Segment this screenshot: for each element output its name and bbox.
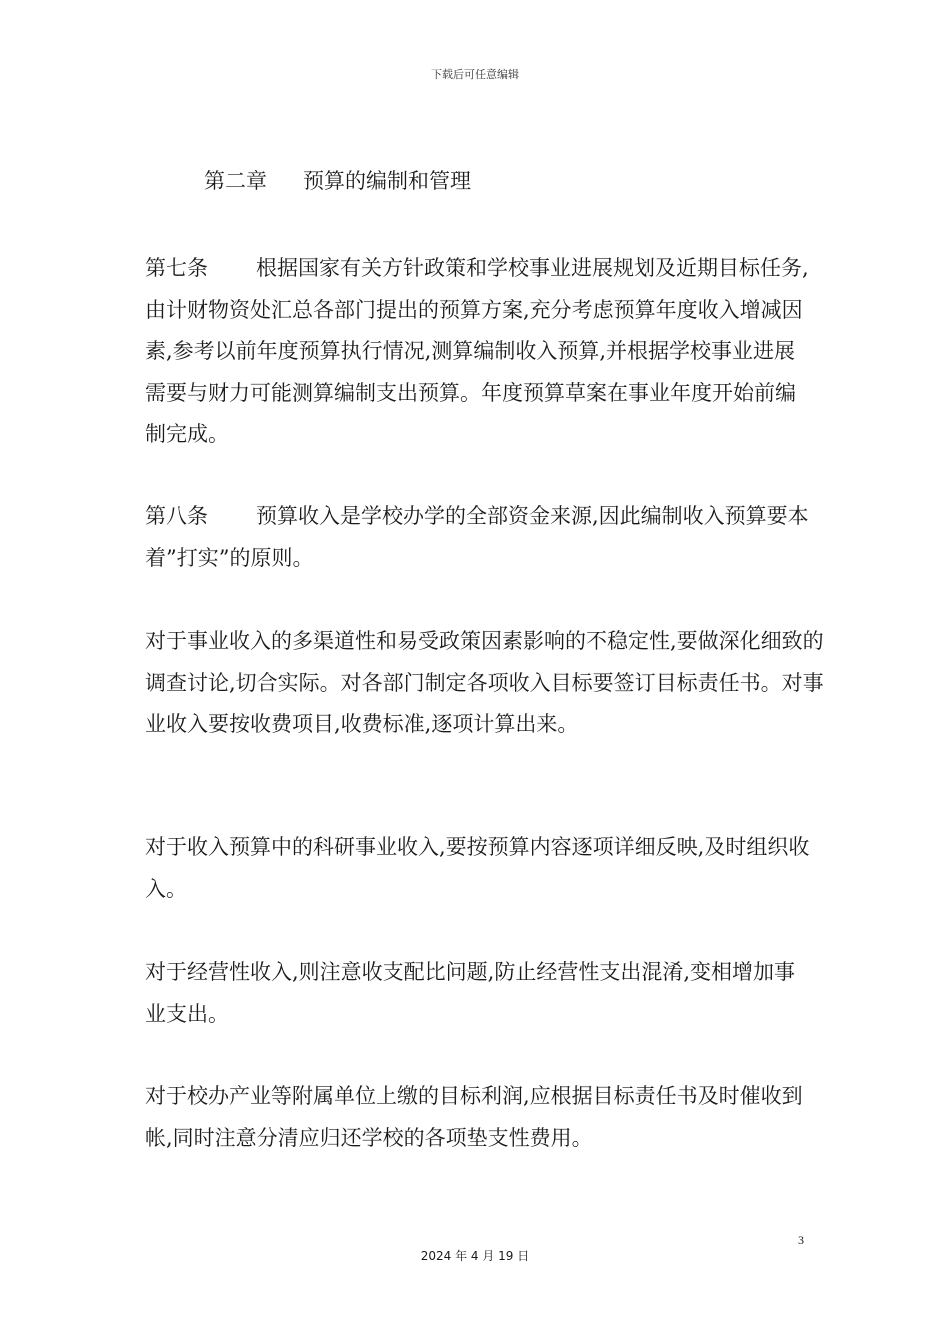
- chapter-title: 预算的编制和管理: [303, 169, 471, 193]
- paragraph-income: 对于事业收入的多渠道性和易受政策因素影响的不稳定性,要做深化细致的调查讨论,切合实际。对各部门制定各项收入目标要签订目标责任书。对事业收入要按收费项目,收费标准,逐项计算出来。: [145, 629, 824, 736]
- page-header: 下载后可任意编辑: [431, 68, 519, 81]
- paragraph-research-income: 对于收入预算中的科研事业收入,要按预算内容逐项详细反映,及时组织收入。: [145, 835, 810, 901]
- paragraph-operating-income: 对于经营性收入,则注意收支配比问题,防止经营性支出混淆,变相增加事业支出。: [145, 960, 796, 1026]
- article-text: 根据国家有关方针政策和学校事业进展规划及近期目标任务,由计财物资处汇总各部门提出的预算方案,充分考虑预算年度收入增减因素,参考以前年度预算执行情况,测算编制收入预算,并根据学校事业进展需要与财力可能测算编制支出预算。年度预算草案在事业年度开始前编制完成。: [145, 256, 809, 446]
- article-label: 第七条: [145, 256, 208, 280]
- article-label: 第八条: [145, 504, 208, 528]
- paragraph-subsidiary-profit: 对于校办产业等附属单位上缴的目标利润,应根据目标责任书及时催收到帐,同时注意分清应归还学校的各项垫支性费用。: [145, 1084, 803, 1150]
- page-footer-date: 2024 年 4 月 19 日: [420, 1249, 530, 1263]
- article-7: [145, 248, 815, 456]
- page-number: 3: [798, 1233, 804, 1247]
- chapter-heading: [204, 165, 471, 197]
- chapter-number: 第二章: [204, 169, 267, 193]
- article-text: 预算收入是学校办学的全部资金来源,因此编制收入预算要本着”打实”的原则。: [145, 504, 809, 570]
- article-8: [145, 496, 815, 579]
